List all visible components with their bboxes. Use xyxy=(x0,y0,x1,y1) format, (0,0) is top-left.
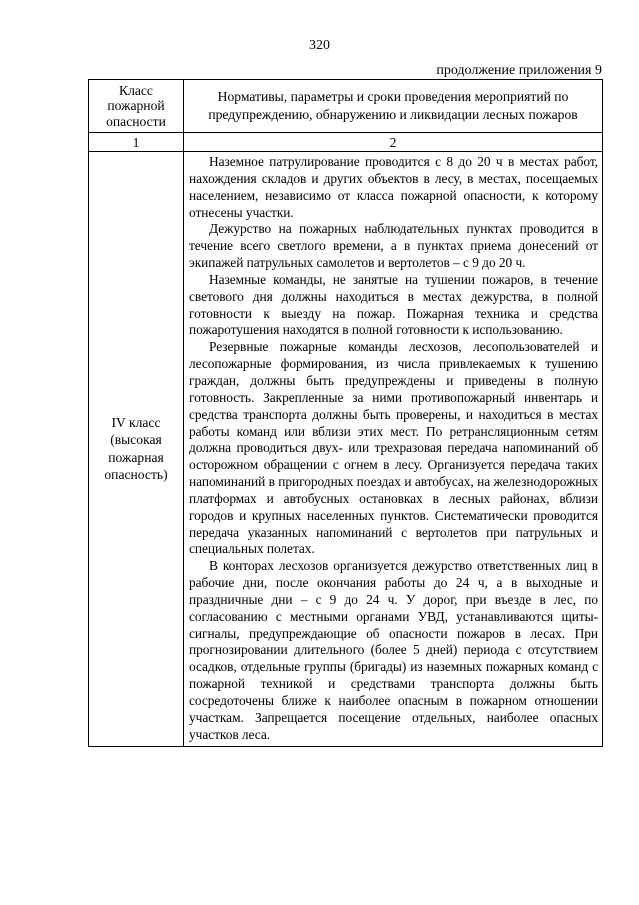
header-fire-class-line: Класс xyxy=(119,82,153,98)
paragraph-ground-teams: Наземные команды, не занятые на тушении пожаров, в течение светового дня должны находиться в местах дежурства, в полной готовности к выезду на пожар. Пожарная техника и средства пожаротушения находятся в полной готовности к использованию. xyxy=(189,271,598,338)
fire-class-line: пожарная xyxy=(108,449,164,465)
column-number-2: 2 xyxy=(184,133,603,152)
paragraph-ground-patrol: Наземное патрулирование проводится с 8 до 20 ч в местах работ, нахождения складов и других объектов в лесу, в местах, посещаемых населением, независимо от класса пожарной опасности, к которому отнесены участки. xyxy=(189,154,598,220)
fire-class-line: IV класс xyxy=(111,415,161,431)
table-header-row xyxy=(89,80,603,133)
header-measures-line: Нормативы, параметры и сроки проведения мероприятий по xyxy=(217,89,569,104)
table-row xyxy=(89,152,603,747)
page-number: 320 xyxy=(309,38,330,53)
header-measures-line: предупреждению, обнаружению и ликвидации лесных пожаров xyxy=(208,107,578,122)
fire-class-line: опасность) xyxy=(104,467,168,483)
column-number-1: 1 xyxy=(89,133,184,152)
column-number-row xyxy=(89,133,603,152)
header-measures xyxy=(184,80,603,133)
measures-cell xyxy=(184,152,603,747)
paragraph-reserve-teams: Резервные пожарные команды лесхозов, лесопользователей и лесопожарные формирования, из числа привлекаемых к тушению граждан, должны быть предупреждены и приведены в полную готовность. Закрепленные за ними противопожарный инвентарь и средства транспорта должны быть проверены, и находиться в местах работы команд или вблизи этих мест. По ретрансляционным сетям должна проводиться двух- или трехразовая передача напоминаний об осторожном обращении с огнем в лесу. Организуется передача таких напоминаний в пригородных поездах и автобусах, на железнодорожных платформах и автобусных остановках в лесных районах, вблизи городов и крупных населенных пунктов. Систематически проводится передача указанных напоминаний с вертолетов при патрульных и специальных полетах. xyxy=(189,339,598,557)
paragraph-office-duty: В конторах лесхозов организуется дежурство ответственных лиц в рабочие дни, после окончания работы до 24 ч, а в выходные и праздничные дни – с 9 до 24 ч. У дорог, при въезде в лес, по согласованию с местными органами УВД, устанавливаются щиты-сигналы, предупреждающие об опасности пожаров в лесах. При прогнозировании длительного (более 5 дней) периода с отсутствием осадков, отдельные группы (бригады) из наземных пожарных команд с пожарной техникой и средствами транспорта должны быть сосредоточены ближе к наиболее опасным в пожарном отношении участкам. Запрещается посещение отдельных, наиболее опасных участков леса. xyxy=(189,558,598,742)
fire-danger-table xyxy=(88,79,603,747)
header-fire-class-line: опасности xyxy=(106,113,166,129)
fire-class-line: (высокая xyxy=(110,432,162,448)
fire-class-cell xyxy=(89,152,184,747)
paragraph-observation-duty: Дежурство на пожарных наблюдательных пунктах проводится в течение всего светлого времени, а в пунктах приема донесений от экипажей патрульных самолетов и вертолетов – с 9 до 20 ч. xyxy=(189,221,598,271)
header-fire-class xyxy=(89,80,184,133)
appendix-continuation-label: продолжение приложения 9 xyxy=(436,63,602,78)
header-fire-class-line: пожарной xyxy=(107,98,165,114)
